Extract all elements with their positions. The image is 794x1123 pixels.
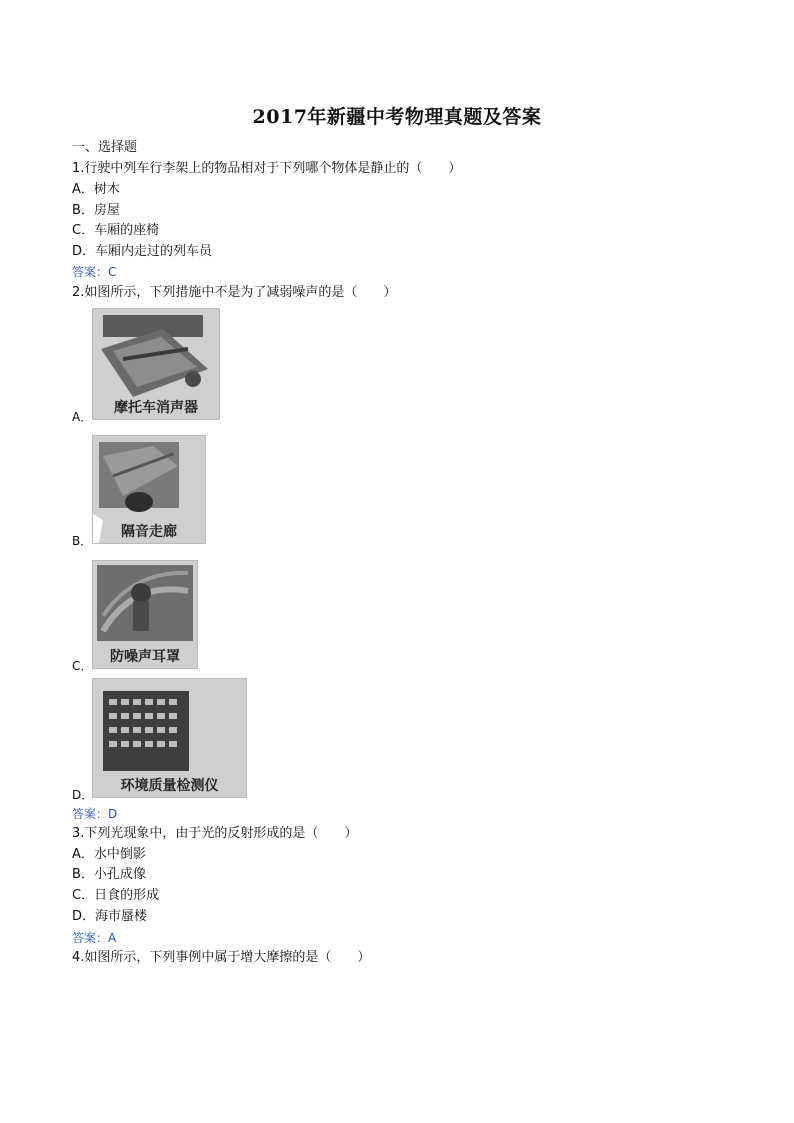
question-4-stem: 4.如图所示，下列事例中属于增大摩擦的是（ ） [72,950,371,965]
question-2-caption-a: 摩托车消声器 [114,400,198,416]
question-3-stem: 3.下列光现象中，由于光的反射形成的是（ ） [72,826,358,841]
question-1-option-c: C．车厢的座椅 [72,223,160,238]
question-1-option-d: D．车厢内走过的列车员 [72,244,213,259]
question-3-option-c: C．日食的形成 [72,888,160,903]
question-2-image-a [92,308,220,420]
question-3-option-b: B．小孔成像 [72,867,146,882]
question-2-stem: 2.如图所示，下列措施中不是为了减弱噪声的是（ ） [72,285,397,300]
question-2-image-c [92,560,198,669]
question-2-option-c-letter: C． [72,659,93,673]
question-2-option-d-letter: D． [72,788,94,802]
document-title: 2017年新疆中考物理真题及答案 [252,106,542,128]
question-2-caption-c: 防噪声耳罩 [110,649,180,665]
question-1-answer: 答案：C [72,265,117,279]
section-heading: 一、选择题 [72,140,138,155]
question-1-stem: 1.行驶中列车行李架上的物品相对于下列哪个物体是静止的（ ） [72,161,462,176]
question-2-caption-b: 隔音走廊 [121,524,177,540]
question-1-option-a: A．树木 [72,182,120,197]
question-2-caption-d: 环境质量检测仪 [120,778,219,794]
question-3-option-d: D．海市蜃楼 [72,909,148,924]
question-2-answer: 答案：D [72,807,118,821]
question-2-image-b [92,435,206,544]
question-2-option-b-letter: B． [72,534,93,548]
question-2-image-d [92,678,247,798]
question-3-option-a: A．水中倒影 [72,847,146,862]
question-1-option-b: B．房屋 [72,203,120,218]
question-2-option-a-letter: A． [72,410,93,424]
question-3-answer: 答案：A [72,931,117,945]
